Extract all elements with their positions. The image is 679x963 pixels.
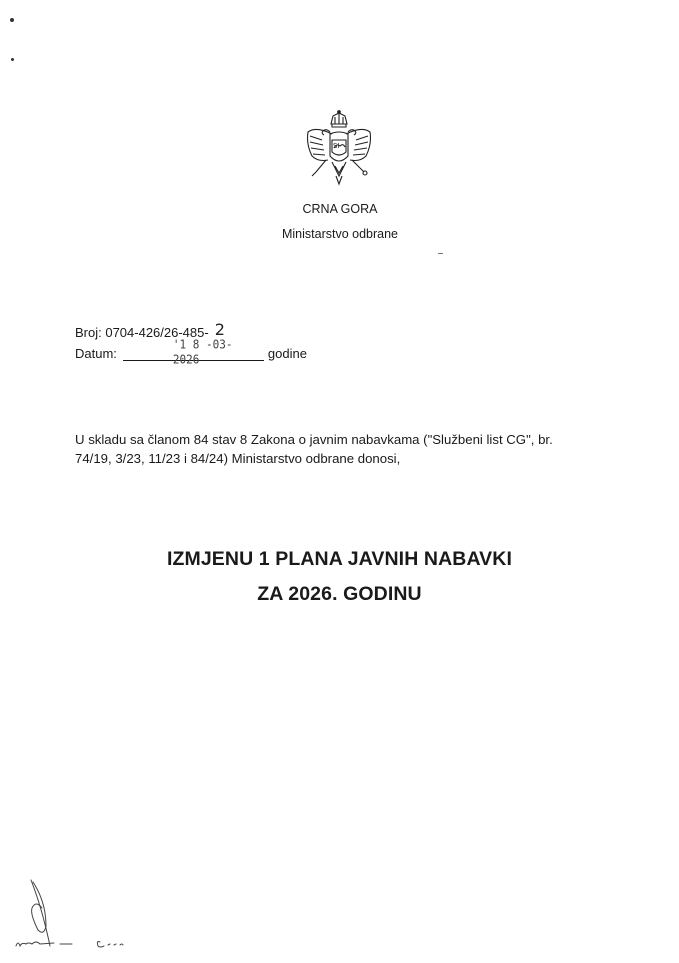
date-label: Datum: — [75, 346, 117, 361]
ministry-name: Ministarstvo odbrane — [281, 227, 399, 241]
date-suffix: godine — [267, 346, 307, 361]
svg-text:ЅІ: ЅІ — [333, 142, 340, 150]
document-title-line-2: ZA 2026. GODINU — [257, 583, 422, 605]
signature-icon — [10, 878, 150, 958]
scan-speck — [438, 253, 443, 254]
reference-number-label: Broj: 0704-426/26-485- — [75, 325, 209, 340]
country-name: CRNA GORA — [302, 202, 378, 216]
coat-of-arms-icon — [302, 110, 376, 192]
reference-number-handwritten: 2 — [214, 320, 225, 339]
document-date — [75, 337, 307, 367]
date-field — [123, 337, 264, 367]
date-stamp: '1 8 -03- 2026 — [172, 337, 233, 367]
scan-speck — [10, 18, 14, 22]
scan-speck — [11, 58, 14, 61]
document-title-line-1: IZMJENU 1 PLANA JAVNIH NABAVKI — [166, 548, 512, 570]
legal-preamble: U skladu sa članom 84 stav 8 Zakona o javnim nabavkama ("Službeni list CG", br. 74/19, 3/23, 11/23 i 84/24) Ministarstvo odbrane donosi, — [75, 432, 553, 466]
